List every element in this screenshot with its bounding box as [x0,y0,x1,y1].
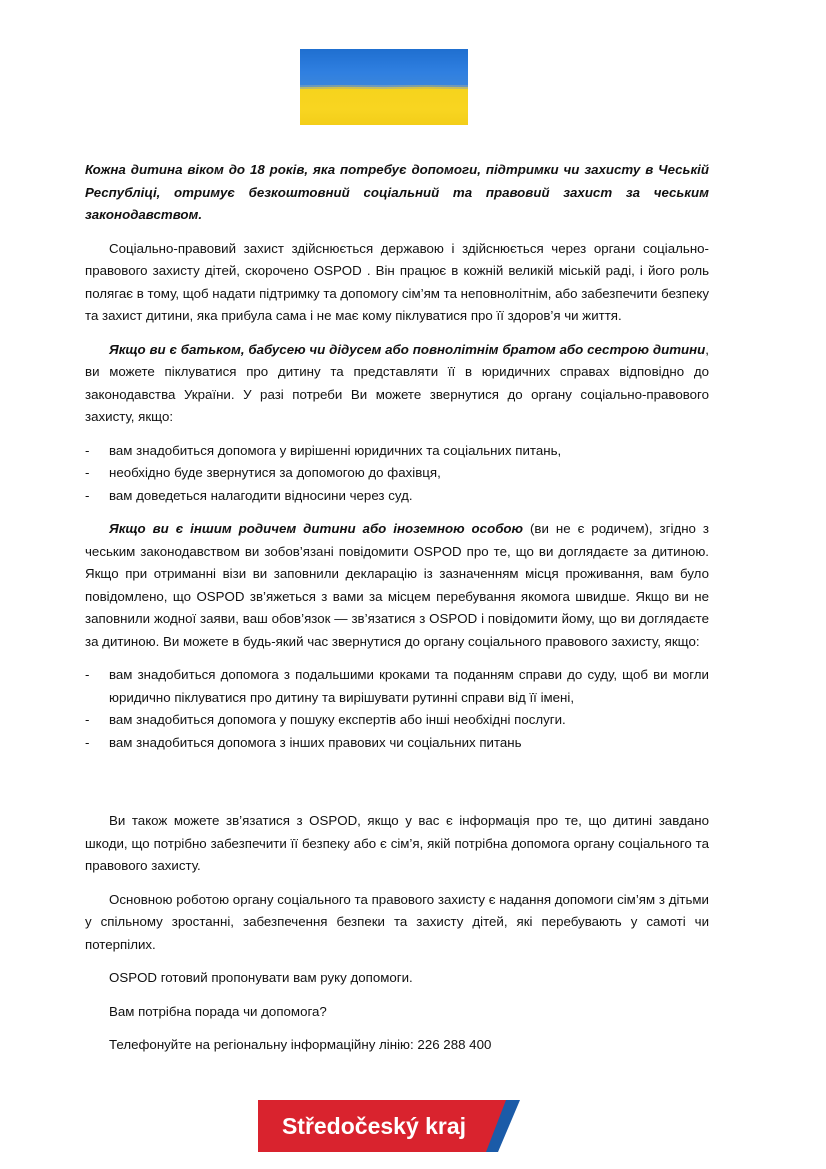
list-relatives-help [85,440,709,508]
dash-marker: - [85,442,90,458]
paragraph-relatives-text: , ви можете піклуватися про дитину та представляти її в юридичних справах відповідно до законодавства України. У разі потреби Ви можете звернутися до органу соціально-правового захисту, якщо: [85,341,709,424]
logo-text: Středočeský kraj [281,1113,467,1139]
list-item: - вам знадобиться допомога у пошуку експертів або інші необхідні послуги. [85,709,709,732]
list-item: - вам знадобиться допомога з інших правових чи соціальних питань [85,732,709,755]
list-item: - вам знадобиться допомога у вирішенні юридичних та соціальних питань, [85,440,709,463]
dash-marker: - [85,734,90,750]
list-item: - вам знадобиться допомога з подальшими кроками та поданням справи до суду, щоб ви могли юридично піклуватися про дитину та вирішувати рутинні справи від її імені, [85,664,709,709]
list-item: - вам доведеться налагодити відносини через суд. [85,485,709,508]
paragraph-other-relatives-bold: Якщо ви є іншим родичем дитини або іноземною особою [109,521,524,536]
list-other-relatives-help [85,664,709,754]
paragraph-ospod-description: Соціально-правовий захист здійснюється державою і здійснюється через органи соціально-правового захисту дітей, скорочено OSPOD . Він працює в кожній великій міській раді, і його роль полягає в тому, щоб надати підтримку та допомогу сім’ям та неповнолітнім, або забезпечити безпеку та захист дитини, яка прибула сама і не має кому піклуватися про її здоров’я чи життя. [85,240,709,323]
paragraph-ospod-ready: OSPOD готовий пропонувати вам руку допомоги. [109,970,413,985]
list-item: - необхідно буде звернутися за допомогою до фахівця, [85,462,709,485]
document-body [85,159,709,1057]
flag-yellow-stripe [300,87,468,125]
paragraph-relatives-bold: Якщо ви є батьком, бабусею чи дідусем або повнолітнім братом або сестрою дитини [109,341,706,357]
paragraph-phone: Телефонуйте на регіональну інформаційну лінію: 226 288 400 [109,1037,492,1052]
dash-marker: - [85,667,90,682]
intro-paragraph: Кожна дитина віком до 18 років, яка потребує допомоги, підтримки чи захисту в Чеській Республіці, отримує безкоштовний соціальний та правовий захист за чеським законодавством. [85,162,709,222]
paragraph-other-relatives [85,518,709,653]
ukraine-flag-image [300,49,468,125]
paragraph-relatives [85,339,709,429]
flag-seam [300,85,468,89]
dash-marker: - [85,487,90,503]
paragraph-contact-harm: Ви також можете зв’язатися з OSPOD, якщо у вас є інформація про те, що дитині завдано шкоди, що потрібно забезпечити її безпеку або є сім’я, якій потрібна допомога органу соціального та правового захисту. [85,813,709,873]
dash-marker: - [85,465,90,480]
stredocesky-kraj-logo [258,1100,520,1152]
paragraph-main-work: Основною роботою органу соціального та правового захисту є надання допомоги сім’ям з дітьми у спільному зростанні, забезпечення безпеки та захисту дітей, які перебувають у самоті чи потерпілих. [85,891,709,952]
paragraph-other-relatives-text: (ви не є родичем), згідно з чеським законодавством ви зобов’язані повідомити OSPOD про те, що ви доглядаєте за дитиною. Якщо при отриманні візи ви заповнили декларацію із зазначенням місця проживання, вам було повідомлено, що OSPOD зв’яжеться з вами за місцем перебування якомога швидше. Якщо ви не заповнили жодної заяви, ваш обов’язок — зв’язатися з OSPOD і повідомити йому, що ви доглядаєте за дитиною. Ви можете в будь-який час звернутися до органу соціального правового захисту, якщо: [85,521,709,649]
paragraph-need-advice: Вам потрібна порада чи допомога? [109,1003,327,1019]
dash-marker: - [85,712,90,727]
flag-blue-stripe [300,49,468,87]
